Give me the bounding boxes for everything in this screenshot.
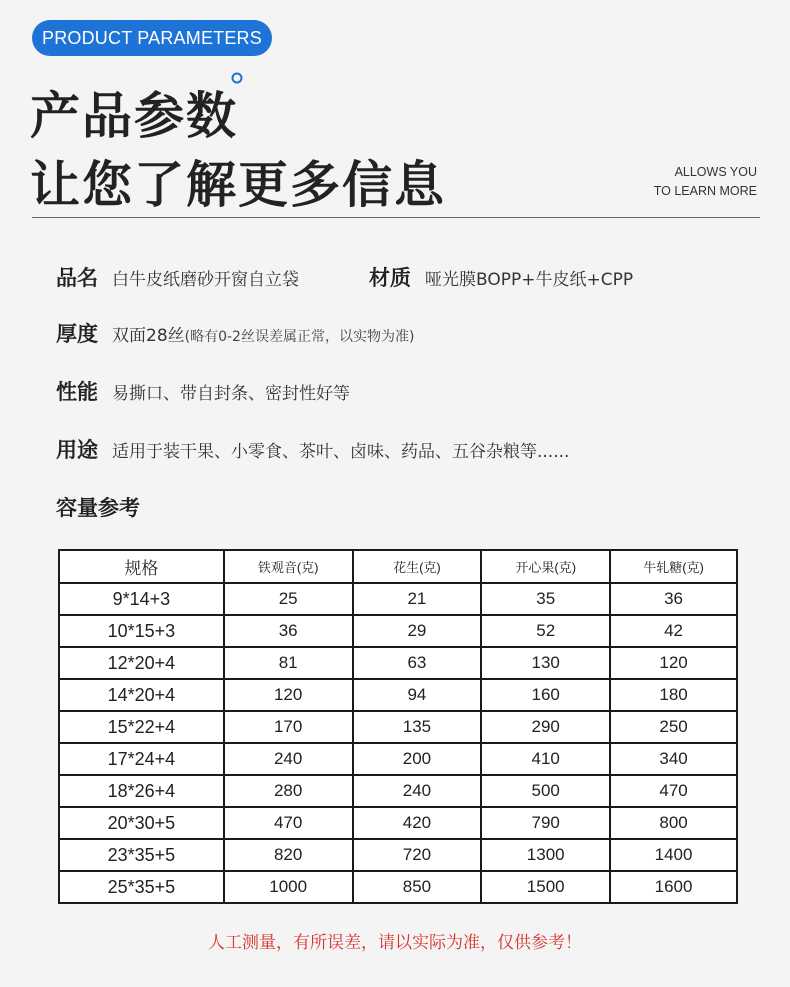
- table-cell: 36: [610, 583, 737, 615]
- performance-label: 性能: [56, 380, 98, 404]
- table-cell: 52: [481, 615, 610, 647]
- table-cell: 1500: [481, 871, 610, 903]
- thickness-value: [112, 321, 414, 346]
- table-row: [59, 615, 737, 647]
- table-row: [59, 871, 737, 903]
- table-row: [59, 807, 737, 839]
- spec-cell: 12*20+4: [59, 647, 224, 679]
- param-row-thickness: [56, 318, 414, 348]
- param-row-name-material: [56, 262, 633, 292]
- capacity-heading: 容量参考: [56, 496, 140, 520]
- table-row: [59, 775, 737, 807]
- table-cell: 120: [224, 679, 353, 711]
- table-header-cell: 规格: [59, 550, 224, 583]
- spec-cell: 14*20+4: [59, 679, 224, 711]
- table-cell: 1600: [610, 871, 737, 903]
- table-cell: 240: [224, 743, 353, 775]
- spec-cell: 18*26+4: [59, 775, 224, 807]
- circle-ornament-icon: [231, 72, 243, 84]
- spec-cell: 15*22+4: [59, 711, 224, 743]
- table-cell: 1000: [224, 871, 353, 903]
- table-cell: 21: [353, 583, 482, 615]
- table-header-cell: 铁观音(克): [224, 550, 353, 583]
- table-row: [59, 647, 737, 679]
- table-cell: 470: [610, 775, 737, 807]
- table-cell: 170: [224, 711, 353, 743]
- material-label: 材质: [369, 266, 411, 290]
- spec-cell: 10*15+3: [59, 615, 224, 647]
- table-row: [59, 743, 737, 775]
- table-cell: 200: [353, 743, 482, 775]
- table-cell: 790: [481, 807, 610, 839]
- table-cell: 130: [481, 647, 610, 679]
- side-caption-line1: ALLOWS YOU: [674, 165, 757, 179]
- param-row-usage: [56, 434, 569, 464]
- performance-value: 易撕口、带自封条、密封性好等: [112, 384, 350, 404]
- thickness-label: 厚度: [56, 322, 98, 346]
- table-cell: 35: [481, 583, 610, 615]
- spec-cell: 23*35+5: [59, 839, 224, 871]
- table-cell: 1400: [610, 839, 737, 871]
- table-cell: 42: [610, 615, 737, 647]
- table-cell: 410: [481, 743, 610, 775]
- table-cell: 290: [481, 711, 610, 743]
- capacity-heading-row: [56, 492, 154, 522]
- usage-label: 用途: [56, 438, 98, 462]
- name-label: 品名: [56, 266, 98, 290]
- table-header-cell: 牛轧糖(克): [610, 550, 737, 583]
- table-cell: 63: [353, 647, 482, 679]
- table-cell: 820: [224, 839, 353, 871]
- param-row-performance: [56, 376, 350, 406]
- table-header-cell: 花生(克): [353, 550, 482, 583]
- table-cell: 180: [610, 679, 737, 711]
- table-cell: 135: [353, 711, 482, 743]
- table-cell: 500: [481, 775, 610, 807]
- thickness-note: (略有0-2丝误差属正常，以实物为准): [184, 329, 415, 345]
- side-caption: [654, 163, 757, 201]
- name-value: 白牛皮纸磨砂开窗自立袋: [112, 270, 299, 290]
- table-row: [59, 711, 737, 743]
- table-cell: 25: [224, 583, 353, 615]
- table-cell: 850: [353, 871, 482, 903]
- side-caption-line2: TO LEARN MORE: [653, 184, 757, 198]
- table-cell: 36: [224, 615, 353, 647]
- material-value: 哑光膜BOPP+牛皮纸+CPP: [425, 270, 634, 290]
- measurement-disclaimer: 人工测量，有所误差，请以实际为准，仅供参考！: [208, 933, 582, 953]
- table-cell: 340: [610, 743, 737, 775]
- spec-cell: 25*35+5: [59, 871, 224, 903]
- spec-cell: 9*14+3: [59, 583, 224, 615]
- table-cell: 420: [353, 807, 482, 839]
- table-cell: 160: [481, 679, 610, 711]
- table-row: [59, 679, 737, 711]
- table-cell: 120: [610, 647, 737, 679]
- table-cell: 81: [224, 647, 353, 679]
- table-header-cell: 开心果(克): [481, 550, 610, 583]
- table-cell: 470: [224, 807, 353, 839]
- page-title: 产品参数: [30, 87, 238, 145]
- table-row: [59, 583, 737, 615]
- table-cell: 240: [353, 775, 482, 807]
- table-cell: 94: [353, 679, 482, 711]
- table-cell: 29: [353, 615, 482, 647]
- thickness-main: 双面28丝: [112, 326, 185, 346]
- spec-cell: 17*24+4: [59, 743, 224, 775]
- header-divider: [32, 217, 760, 218]
- table-header-row: [59, 550, 737, 583]
- spec-cell: 20*30+5: [59, 807, 224, 839]
- capacity-table: [58, 549, 738, 904]
- table-cell: 280: [224, 775, 353, 807]
- table-cell: 1300: [481, 839, 610, 871]
- table-row: [59, 839, 737, 871]
- page-subtitle: 让您了解更多信息: [30, 156, 446, 214]
- table-cell: 800: [610, 807, 737, 839]
- table-cell: 250: [610, 711, 737, 743]
- usage-value: 适用于装干果、小零食、茶叶、卤味、药品、五谷杂粮等......: [112, 442, 570, 462]
- product-parameters-badge: PRODUCT PARAMETERS: [32, 20, 272, 56]
- table-cell: 720: [353, 839, 482, 871]
